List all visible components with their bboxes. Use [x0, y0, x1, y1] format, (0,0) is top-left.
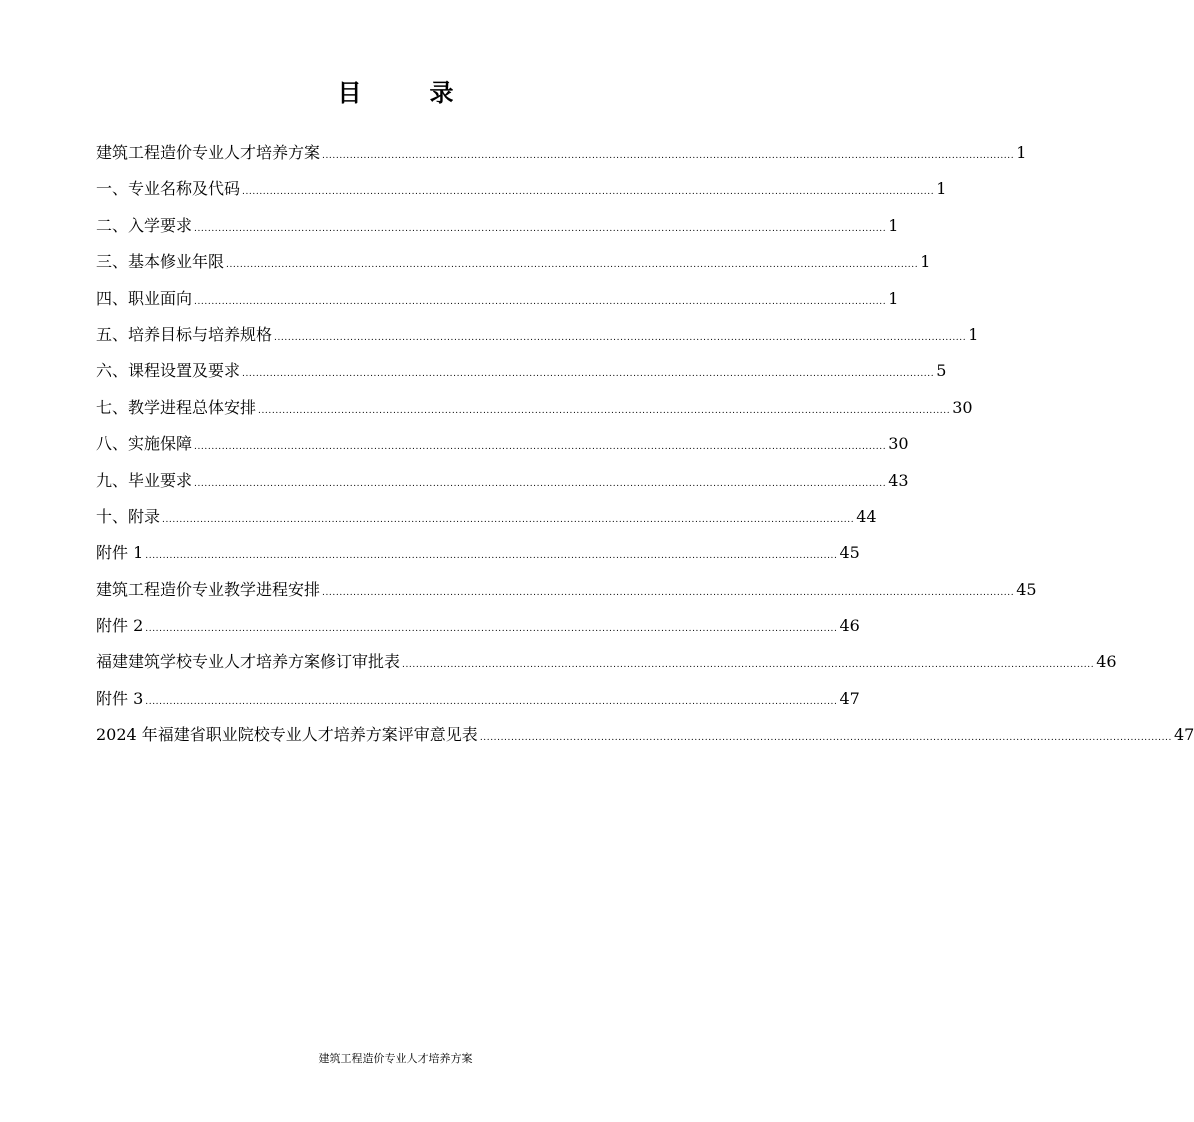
toc-entry-page: 30: [888, 434, 909, 454]
toc-entry-label: 二、入学要求: [96, 215, 193, 235]
toc-entry[interactable]: [96, 429, 909, 465]
toc-leader-dots: ........................................................................................................................................................................................................: [194, 478, 887, 489]
toc-entry-label: 建筑工程造价专业教学进程安排: [96, 579, 321, 599]
toc-leader-dots: ........................................................................................................................................................................................................: [226, 260, 919, 271]
toc-entry-page: 1: [936, 179, 947, 199]
page-title: 目 录: [337, 79, 476, 107]
toc-leader-dots: ........................................................................................................................................................................................................: [162, 514, 855, 525]
toc-leader-dots: ........................................................................................................................................................................................................: [322, 587, 1015, 598]
toc-leader-dots: ........................................................................................................................................................................................................: [194, 296, 887, 307]
page-footer: 建筑工程造价专业人才培养方案: [318, 1052, 473, 1065]
toc-leader-dots: ........................................................................................................................................................................................................: [194, 442, 887, 453]
toc-leader-dots: ........................................................................................................................................................................................................: [258, 405, 951, 416]
toc-entry-page: 46: [1096, 652, 1117, 672]
toc-entry-label: 附件 3: [96, 688, 144, 708]
toc-entry[interactable]: [96, 211, 899, 247]
toc-leader-dots: ........................................................................................................................................................................................................: [242, 187, 935, 198]
toc-entry-page: 45: [839, 543, 860, 563]
toc-entry-page: 5: [936, 361, 947, 381]
toc-entry-label: 附件 1: [96, 543, 144, 563]
toc-entry-page: 43: [888, 470, 909, 490]
toc-leader-dots: ........................................................................................................................................................................................................: [194, 223, 887, 234]
toc-entry-page: 47: [839, 688, 860, 708]
toc-entry-label: 七、教学进程总体安排: [96, 397, 257, 417]
toc-entry[interactable]: [96, 720, 1194, 756]
toc-entry-label: 九、毕业要求: [96, 470, 193, 490]
toc-leader-dots: ........................................................................................................................................................................................................: [242, 369, 935, 380]
toc-entry-label: 福建建筑学校专业人才培养方案修订审批表: [96, 652, 401, 672]
toc-leader-dots: ........................................................................................................................................................................................................: [145, 624, 838, 635]
toc-entry-page: 45: [1016, 579, 1037, 599]
toc-entry[interactable]: [96, 284, 899, 320]
toc-entry-label: 五、培养目标与培养规格: [96, 324, 273, 344]
toc-leader-dots: ........................................................................................................................................................................................................: [274, 332, 967, 343]
toc-entry[interactable]: [96, 356, 947, 392]
toc-entry[interactable]: [96, 502, 877, 538]
toc-leader-dots: ........................................................................................................................................................................................................: [479, 733, 1172, 744]
toc-leader-dots: ........................................................................................................................................................................................................: [322, 151, 1015, 161]
toc-entry-label: 建筑工程造价专业人才培养方案: [96, 143, 321, 162]
toc-entry-label: 十、附录: [96, 506, 161, 526]
toc-entry[interactable]: [96, 647, 1117, 683]
table-of-contents: [96, 138, 1194, 757]
toc-entry-page: 47: [1173, 725, 1194, 745]
toc-entry[interactable]: [96, 684, 860, 720]
toc-entry-page: 46: [839, 616, 860, 636]
toc-entry-label: 四、职业面向: [96, 288, 193, 308]
toc-entry-label: 附件 2: [96, 616, 144, 636]
toc-leader-dots: ........................................................................................................................................................................................................: [402, 660, 1095, 671]
toc-entry-page: 30: [952, 397, 973, 417]
toc-entry-page: 1: [968, 324, 979, 344]
toc-leader-dots: ........................................................................................................................................................................................................: [145, 551, 838, 562]
toc-entry-label: 2024 年福建省职业院校专业人才培养方案评审意见表: [96, 725, 478, 745]
toc-entry[interactable]: [96, 538, 860, 574]
toc-entry[interactable]: [96, 393, 973, 429]
toc-entry-label: 三、基本修业年限: [96, 252, 225, 272]
toc-entry-label: 八、实施保障: [96, 434, 193, 454]
toc-entry[interactable]: [96, 247, 931, 283]
toc-entry[interactable]: [96, 575, 1037, 611]
toc-entry[interactable]: [96, 611, 860, 647]
toc-entry-page: 1: [888, 288, 899, 308]
toc-entry-label: 一、专业名称及代码: [96, 179, 241, 199]
toc-entry-label: 六、课程设置及要求: [96, 361, 241, 381]
toc-entry-page: 1: [920, 252, 931, 272]
toc-entry[interactable]: [96, 174, 947, 210]
toc-entry-page: 1: [888, 215, 899, 235]
toc-entry[interactable]: [96, 466, 909, 502]
toc-entry[interactable]: [96, 138, 1027, 174]
toc-entry-page: 44: [856, 506, 877, 526]
toc-leader-dots: ........................................................................................................................................................................................................: [145, 696, 838, 707]
toc-entry-page: 1: [1016, 143, 1027, 162]
toc-entry[interactable]: [96, 320, 979, 356]
